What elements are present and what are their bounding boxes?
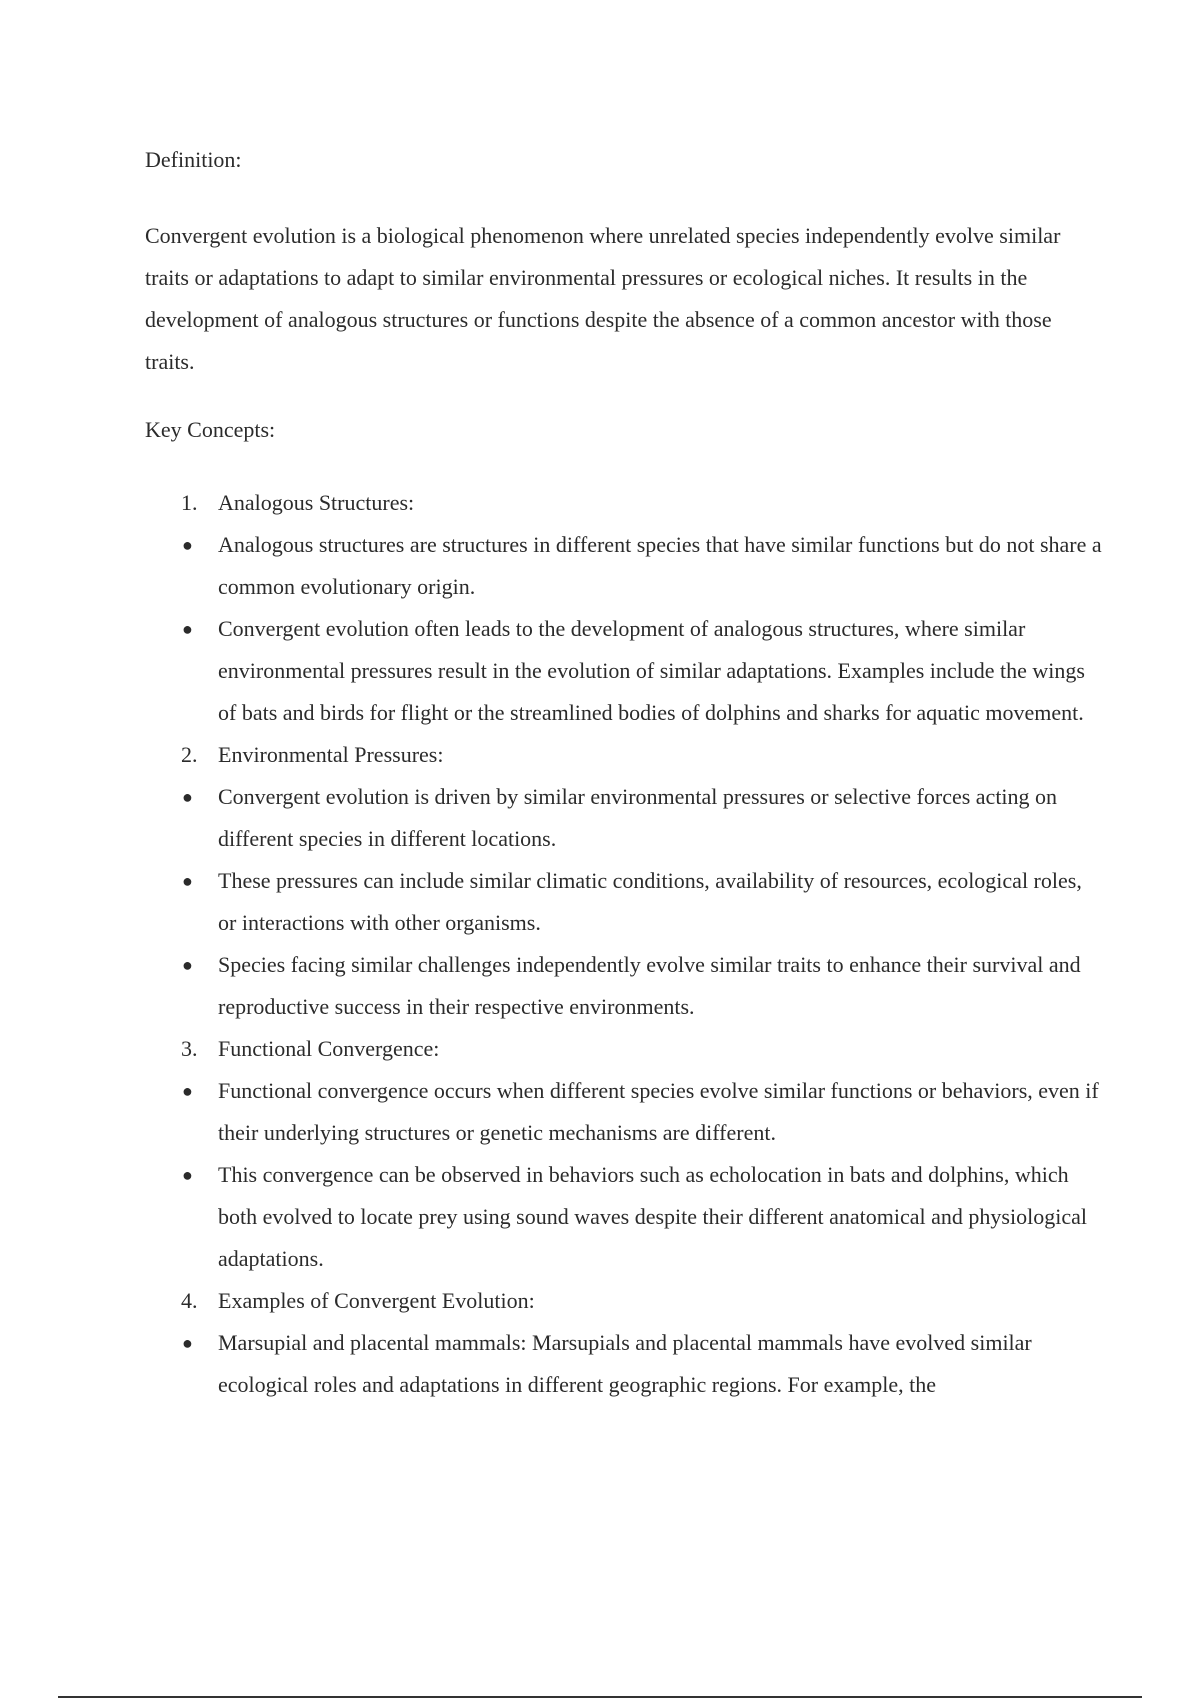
- bullet-item: [145, 1322, 1105, 1406]
- list-item-text: Convergent evolution often leads to the development of analogous structures, where similar environmental pressures result in the evolution of similar adaptations. Examples include the wings of bats and birds for flight or the streamlined bodies of dolphins and sharks for aquatic movement.: [218, 616, 1085, 725]
- bullet-item: [145, 1070, 1105, 1154]
- bullet-icon: ●: [182, 1081, 193, 1101]
- bullet-item: [145, 1154, 1105, 1280]
- bullet-item: [145, 776, 1105, 860]
- definition-paragraph: Convergent evolution is a biological phenomenon where unrelated species independently evolve similar traits or adaptations to adapt to similar environmental pressures or ecological niches. It results in the development of analogous structures or functions despite the absence of a common ancestor with those traits.: [145, 223, 1061, 374]
- bullet-icon: ●: [182, 619, 193, 639]
- bullet-item: [145, 860, 1105, 944]
- list-number: 2.: [181, 742, 198, 767]
- list-item-text: Convergent evolution is driven by similar environmental pressures or selective forces acting on different species in different locations.: [218, 784, 1058, 851]
- list-item-text: Marsupial and placental mammals: Marsupials and placental mammals have evolved similar ecological roles and adaptations in different geographic regions. For example, the: [218, 1330, 1032, 1397]
- list-item-text: Analogous Structures:: [218, 490, 415, 515]
- list-item-text: Functional convergence occurs when different species evolve similar functions or behaviors, even if their underlying structures or genetic mechanisms are different.: [218, 1078, 1099, 1145]
- numbered-item: [145, 1280, 1105, 1322]
- list-item-text: Examples of Convergent Evolution:: [218, 1288, 535, 1313]
- numbered-item: [145, 734, 1105, 776]
- list-number: 3.: [181, 1036, 198, 1061]
- numbered-item: [145, 1028, 1105, 1070]
- footer-divider: [58, 1696, 1142, 1698]
- list-item-text: Analogous structures are structures in different species that have similar functions but do not share a common evolutionary origin.: [218, 532, 1102, 599]
- bullet-item: [145, 944, 1105, 1028]
- list-item-text: Functional Convergence:: [218, 1036, 440, 1061]
- bullet-item: [145, 608, 1105, 734]
- list-item-text: This convergence can be observed in behaviors such as echolocation in bats and dolphins, which both evolved to locate prey using sound waves despite their different anatomical and physiological adaptations.: [218, 1162, 1087, 1271]
- bullet-icon: ●: [182, 787, 193, 807]
- bullet-icon: ●: [182, 1165, 193, 1185]
- bullet-icon: ●: [182, 535, 193, 555]
- list-item-text: Environmental Pressures:: [218, 742, 444, 767]
- list-item-text: These pressures can include similar climatic conditions, availability of resources, ecological roles, or interactions with other organisms.: [218, 868, 1082, 935]
- numbered-item: [145, 482, 1105, 524]
- list-number: 1.: [181, 490, 198, 515]
- key-concepts-heading: Key Concepts:: [145, 417, 276, 442]
- list-number: 4.: [181, 1288, 198, 1313]
- list-item-text: Species facing similar challenges independently evolve similar traits to enhance their survival and reproductive success in their respective environments.: [218, 952, 1081, 1019]
- key-concepts-list: [145, 482, 1105, 1406]
- bullet-icon: ●: [182, 955, 193, 975]
- bullet-icon: ●: [182, 871, 193, 891]
- bullet-item: [145, 524, 1105, 608]
- definition-heading: Definition:: [145, 147, 242, 172]
- bullet-icon: ●: [182, 1333, 193, 1353]
